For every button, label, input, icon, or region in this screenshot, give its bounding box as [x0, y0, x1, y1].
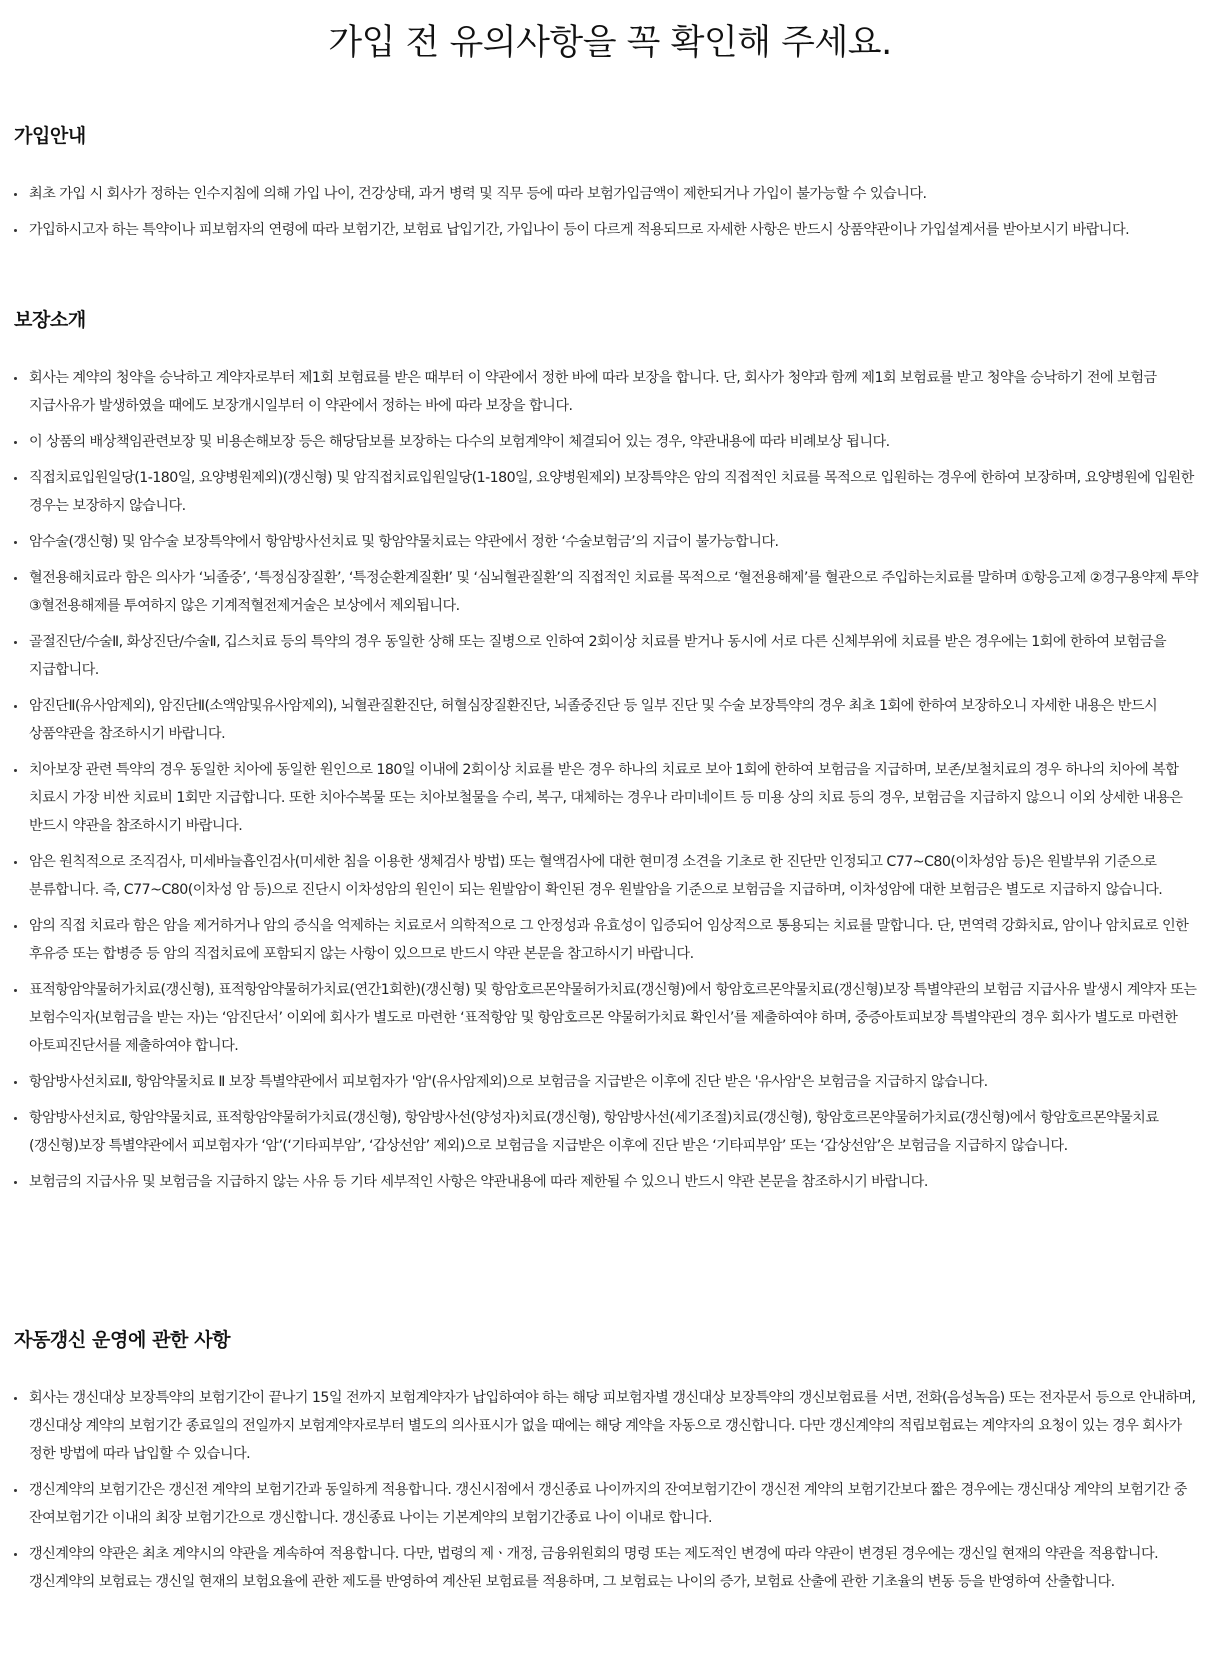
notice-item: 골절진단/수술Ⅱ, 화상진단/수술Ⅱ, 깁스치료 등의 특약의 경우 동일한 상해 또는 질병으로 인하여 2회이상 치료를 받거나 동시에 서로 다른 신체부위에 치료를 받은 경우에는 1회에 한하여 보험금을 지급합니다.: [14, 628, 1204, 684]
notice-item: 암수술(갱신형) 및 암수술 보장특약에서 항암방사선치료 및 항암약물치료는 약관에서 정한 ‘수술보험금’의 지급이 불가능합니다.: [14, 528, 1204, 556]
section-signup-guide: [14, 122, 1204, 252]
notice-item: 치아보장 관련 특약의 경우 동일한 치아에 동일한 원인으로 180일 이내에 2회이상 치료를 받은 경우 하나의 치료로 보아 1회에 한하여 보험금을 지급하며, 보존/보철치료의 경우 하나의 치아에 복합 치료시 가장 비싼 치료비 1회만 지급합니다. 또한 치아수복물 또는 치아보철물을 수리, 복구, 대체하는 경우나 라미네이트 등 미용 상의 치료 등의 경우, 보험금을 지급하지 않으니 이외 상세한 내용은 반드시 약관을 참조하시기 바랍니다.: [14, 756, 1204, 840]
section-auto-renewal: [14, 1326, 1204, 1604]
notice-item: 이 상품의 배상책임관련보장 및 비용손해보장 등은 해당담보를 보장하는 다수의 보험계약이 체결되어 있는 경우, 약관내용에 따라 비례보상 됩니다.: [14, 428, 1204, 456]
notice-item: 항암방사선치료Ⅱ, 항암약물치료 Ⅱ 보장 특별약관에서 피보험자가 '암'(유사암제외)으로 보험금을 지급받은 이후에 진단 받은 '유사암'은 보험금을 지급하지 않습니다.: [14, 1068, 1204, 1096]
notice-item: 갱신계약의 약관은 최초 계약시의 약관을 계속하여 적용합니다. 다만, 법령의 제ㆍ개정, 금융위원회의 명령 또는 제도적인 변경에 따라 약관이 변경된 경우에는 갱신일 현재의 약관을 적용합니다. 갱신계약의 보험료는 갱신일 현재의 보험요율에 관한 제도를 반영하여 계산된 보험료를 적용하며, 그 보험료는 나이의 증가, 보험료 산출에 관한 기초율의 변동 등을 반영하여 산출합니다.: [14, 1540, 1204, 1596]
notice-item: 회사는 갱신대상 보장특약의 보험기간이 끝나기 15일 전까지 보험계약자가 납입하여야 하는 해당 피보험자별 갱신대상 보장특약의 갱신보험료를 서면, 전화(음성녹음) 또는 전자문서 등으로 안내하며, 갱신대상 계약의 보험기간 종료일의 전일까지 보험계약자로부터 별도의 의사표시가 없을 때에는 해당 계약을 자동으로 갱신합니다. 다만 갱신계약의 적립보험료는 계약자의 요청이 있는 경우 회사가 정한 방법에 따라 납입할 수 있습니다.: [14, 1384, 1204, 1468]
notice-item: 암의 직접 치료라 함은 암을 제거하거나 암의 증식을 억제하는 치료로서 의학적으로 그 안정성과 유효성이 입증되어 임상적으로 통용되는 치료를 말합니다. 단, 면역력 강화치료, 암이나 암치료로 인한 후유증 또는 합병증 등 암의 직접치료에 포함되지 않는 사항이 있으므로 반드시 약관 본문을 참고하시기 바랍니다.: [14, 912, 1204, 968]
page-title: 가입 전 유의사항을 꼭 확인해 주세요.: [328, 23, 892, 63]
section-heading: 자동갱신 운영에 관한 사항: [14, 1329, 231, 1351]
notice-list: [14, 1384, 1204, 1596]
section-heading: 보장소개: [14, 309, 86, 331]
notice-list: [14, 364, 1204, 1196]
notice-item: 최초 가입 시 회사가 정하는 인수지침에 의해 가입 나이, 건강상태, 과거 병력 및 직무 등에 따라 보험가입금액이 제한되거나 가입이 불가능할 수 있습니다.: [14, 180, 1204, 208]
notice-item: 가입하시고자 하는 특약이나 피보험자의 연령에 따라 보험기간, 보험료 납입기간, 가입나이 등이 다르게 적용되므로 자세한 사항은 반드시 상품약관이나 가입설계서를 받아보시기 바랍니다.: [14, 216, 1204, 244]
notice-item: 보험금의 지급사유 및 보험금을 지급하지 않는 사유 등 기타 세부적인 사항은 약관내용에 따라 제한될 수 있으니 반드시 약관 본문을 참조하시기 바랍니다.: [14, 1168, 1204, 1196]
notice-item: 항암방사선치료, 항암약물치료, 표적항암약물허가치료(갱신형), 항암방사선(양성자)치료(갱신형), 항암방사선(세기조절)치료(갱신형), 항암호르몬약물허가치료(갱신형)에서 항암호르몬약물치료(갱신형)보장 특별약관에서 피보험자가 ‘암’(‘기타피부암’, ‘갑상선암’ 제외)으로 보험금을 지급받은 이후에 진단 받은 ‘기타피부암’ 또는 ‘갑상선암’은 보험금을 지급하지 않습니다.: [14, 1104, 1204, 1160]
section-heading: 가입안내: [14, 125, 86, 147]
notice-item: 암진단Ⅱ(유사암제외), 암진단Ⅱ(소액암및유사암제외), 뇌혈관질환진단, 허혈심장질환진단, 뇌졸중진단 등 일부 진단 및 수술 보장특약의 경우 최초 1회에 한하여 보장하오니 자세한 내용은 반드시 상품약관을 참조하시기 바랍니다.: [14, 692, 1204, 748]
notice-item: 갱신계약의 보험기간은 갱신전 계약의 보험기간과 동일하게 적용합니다. 갱신시점에서 갱신종료 나이까지의 잔여보험기간이 갱신전 계약의 보험기간보다 짧은 경우에는 갱신대상 계약의 보험기간 중 잔여보험기간 이내의 최장 보험기간으로 갱신합니다. 갱신종료 나이는 기본계약의 보험기간종료 나이 이내로 합니다.: [14, 1476, 1204, 1532]
section-coverage-intro: [14, 306, 1204, 1204]
notice-item: 직접치료입원일당(1-180일, 요양병원제외)(갱신형) 및 암직접치료입원일당(1-180일, 요양병원제외) 보장특약은 암의 직접적인 치료를 목적으로 입원하는 경우에 한하여 보장하며, 요양병원에 입원한 경우는 보장하지 않습니다.: [14, 464, 1204, 520]
notice-item: 혈전용해치료라 함은 의사가 ‘뇌졸중’, ‘특정심장질환’, ‘특정순환계질환Ⅰ’ 및 ‘심뇌혈관질환’의 직접적인 치료를 목적으로 ‘혈전용해제’를 혈관으로 주입하는치료를 말하며 ①항응고제 ②경구용약제 투약 ③혈전용해제를 투여하지 않은 기계적혈전제거술은 보상에서 제외됩니다.: [14, 564, 1204, 620]
notice-item: 회사는 계약의 청약을 승낙하고 계약자로부터 제1회 보험료를 받은 때부터 이 약관에서 정한 바에 따라 보장을 합니다. 단, 회사가 청약과 함께 제1회 보험료를 받고 청약을 승낙하기 전에 보험금 지급사유가 발생하였을 때에도 보장개시일부터 이 약관에서 정하는 바에 따라 보장을 합니다.: [14, 364, 1204, 420]
notice-item: 암은 원칙적으로 조직검사, 미세바늘흡인검사(미세한 침을 이용한 생체검사 방법) 또는 혈액검사에 대한 현미경 소견을 기초로 한 진단만 인정되고 C77~C80(이차성암 등)은 원발부위 기준으로 분류합니다. 즉, C77~C80(이차성 암 등)으로 진단시 이차성암의 원인이 되는 원발암이 확인된 경우 원발암을 기준으로 보험금을 지급하며, 이차성암에 대한 보험금은 별도로 지급하지 않습니다.: [14, 848, 1204, 904]
notice-list: [14, 180, 1204, 244]
notice-item: 표적항암약물허가치료(갱신형), 표적항암약물허가치료(연간1회한)(갱신형) 및 항암호르몬약물허가치료(갱신형)에서 항암호르몬약물치료(갱신형)보장 특별약관의 보험금 지급사유 발생시 계약자 또는 보험수익자(보험금을 받는 자)는 ‘암진단서’ 이외에 회사가 별도로 마련한 ‘표적항암 및 항암호르몬 약물허가치료 확인서’를 제출하여야 하며, 중증아토피보장 특별약관의 경우 회사가 별도로 마련한 아토피진단서를 제출하여야 합니다.: [14, 976, 1204, 1060]
